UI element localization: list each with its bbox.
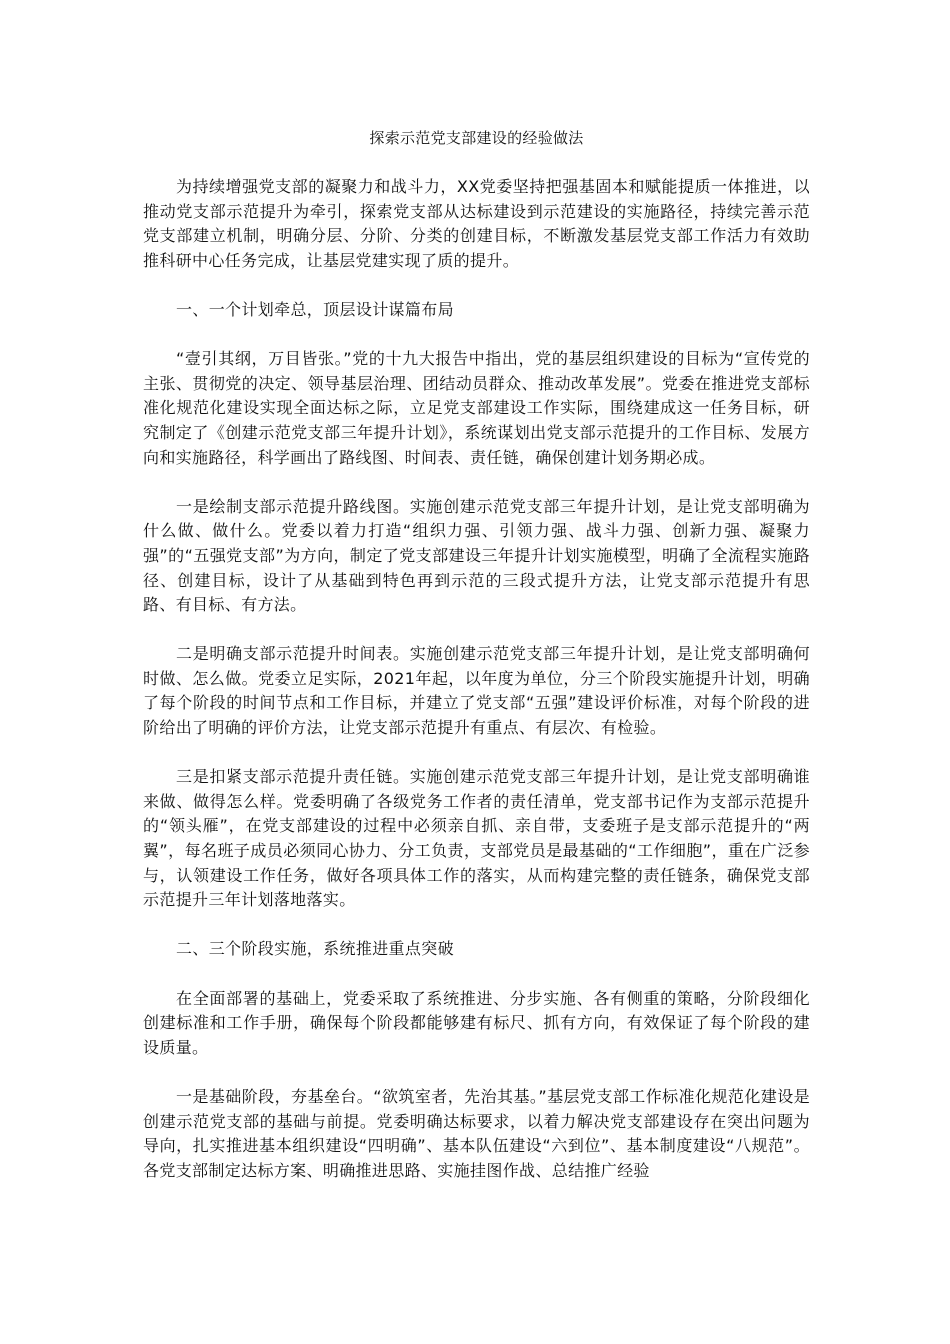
paragraph: 一是基础阶段，夯基垒台。“欲筑室者，先治其基。”基层党支部工作标准化规范化建设是创建示范党支部的基础与前提。党委明确达标要求，以着力解决党支部建设存在突出问题为导向，扎实推进基本组织建设“四明确”、基本队伍建设“六到位”、基本制度建设“八规范”。各党支部制定达标方案、明确推进思路、实施挂图作战、总结推广经验 <box>143 1086 810 1180</box>
paragraph: “壹引其纲，万目皆张。”党的十九大报告中指出，党的基层组织建设的目标为“宣传党的主张、贯彻党的决定、领导基层治理、团结动员群众、推动改革发展”。党委在推进党支部标准化规范化建设实现全面达标之际，立足党支部建设工作实际，围绕建成这一任务目标，研究制定了《创建示范党支部三年提升计划》，系统谋划出党支部示范提升的工作目标、发展方向和实施路径，科学画出了路线图、时间表、责任链，确保创建计划务期必成。 <box>143 349 810 467</box>
paragraph: 二是明确支部示范提升时间表。实施创建示范党支部三年提升计划，是让党支部明确何时做、怎么做。党委立足实际，2021年起，以年度为单位，分三个阶段实施提升计划，明确了每个阶段的时间节点和工作目标，并建立了党支部“五强”建设评价标准，对每个阶段的进阶给出了明确的评价方法，让党支部示范提升有重点、有层次、有检验。 <box>143 644 810 738</box>
paragraph-intro: 为持续增强党支部的凝聚力和战斗力，XX党委坚持把强基固本和赋能提质一体推进，以推动党支部示范提升为牵引，探索党支部从达标建设到示范建设的实施路径，持续完善示范党支部建立机制，明确分层、分阶、分类的创建目标，不断激发基层党支部工作活力有效助推科研中心任务完成，让基层党建实现了质的提升。 <box>143 177 810 270</box>
paragraph: 三是扣紧支部示范提升责任链。实施创建示范党支部三年提升计划，是让党支部明确谁来做、做得怎么样。党委明确了各级党务工作者的责任清单，党支部书记作为支部示范提升的“领头雁”，在党支部建设的过程中必须亲自抓、亲自带，支委班子是支部示范提升的“两翼”，每名班子成员必须同心协力、分工负责，支部党员是最基础的“工作细胞”，重在广泛参与，认领建设工作任务，做好各项具体工作的落实，从而构建完整的责任链条，确保党支部示范提升三年计划落地落实。 <box>143 767 810 910</box>
section-heading-1: 一、一个计划牵总，顶层设计谋篇布局 <box>176 299 454 319</box>
section-heading-2: 二、三个阶段实施，系统推进重点突破 <box>176 939 454 959</box>
paragraph: 一是绘制支部示范提升路线图。实施创建示范党支部三年提升计划，是让党支部明确为什么做、做什么。党委以着力打造“组织力强、引领力强、战斗力强、创新力强、凝聚力强”的“五强党支部”为方向，制定了党支部建设三年提升计划实施模型，明确了全流程实施路径、创建目标，设计了从基础到特色再到示范的三段式提升方法，让党支部示范提升有思路、有目标、有方法。 <box>143 496 810 615</box>
paragraph: 在全面部署的基础上，党委采取了系统推进、分步实施、各有侧重的策略，分阶段细化创建标准和工作手册，确保每个阶段都能够建有标尺、抓有方向，有效保证了每个阶段的建设质量。 <box>143 988 810 1057</box>
document-title: 探索示范党支部建设的经验做法 <box>369 129 584 147</box>
